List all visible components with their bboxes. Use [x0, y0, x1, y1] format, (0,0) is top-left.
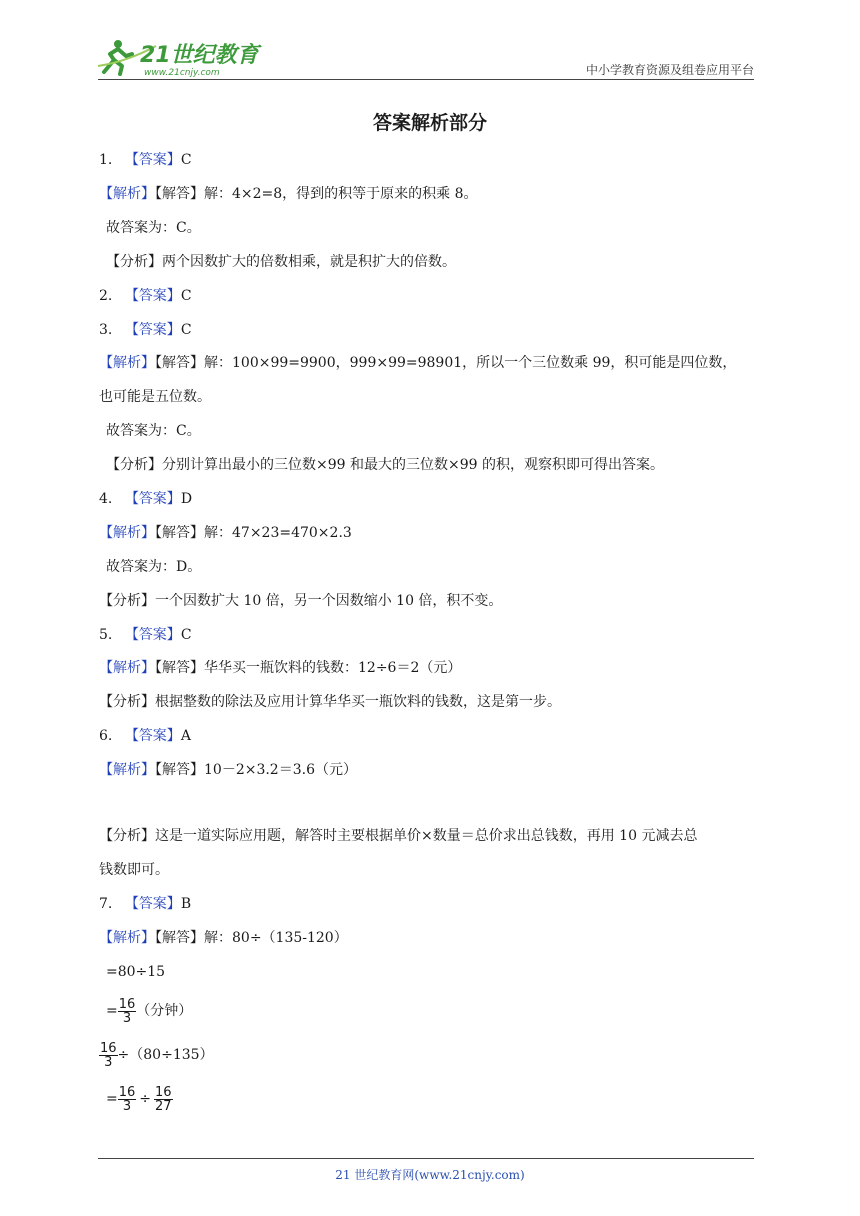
answer-tag: 【答案】: [124, 627, 181, 643]
question-number: 5.: [99, 627, 113, 643]
q7-step-3: [99, 1040, 214, 1070]
analysis-text: 【解答】解：100×99=9900，999×99=98901，所以一个三位数乘 99，积可能是四位数，: [155, 355, 737, 371]
analysis-text: 【解答】解：80÷（135-120）: [155, 930, 348, 946]
analysis-text: 【解答】解：47×23=470×2.3: [155, 525, 352, 541]
q3-analysis-continued: 也可能是五位数。: [99, 389, 211, 405]
footer-divider: [98, 1158, 754, 1159]
unit-text: （分钟）: [136, 1003, 193, 1019]
answer-tag: 【答案】: [124, 896, 181, 912]
question-number: 3.: [99, 322, 113, 338]
answer-value: D: [180, 491, 193, 507]
q1-explanation: 【分析】两个因数扩大的倍数相乘，就是积扩大的倍数。: [106, 254, 456, 270]
q5-analysis-line: [99, 658, 461, 678]
answer-value: C: [180, 627, 192, 643]
header-divider: [98, 79, 754, 80]
q6-explanation: 【分析】这是一道实际应用题，解答时主要根据单价×数量＝总价求出总钱数，再用 10 元减去总: [99, 828, 698, 844]
q4-explanation: 【分析】一个因数扩大 10 倍，另一个因数缩小 10 倍，积不变。: [99, 593, 503, 609]
q7-answer-line: [99, 894, 191, 914]
q6-answer-line: [99, 726, 191, 746]
analysis-tag: 【解析】: [99, 660, 155, 676]
analysis-text: 【解答】10－2×3.2＝3.6（元）: [155, 762, 357, 778]
q7-step-2: [106, 996, 192, 1026]
analysis-tag: 【解析】: [99, 355, 155, 371]
analysis-tag: 【解析】: [99, 930, 155, 946]
q1-answer-line: [99, 150, 192, 170]
analysis-tag: 【解析】: [99, 186, 155, 202]
answer-value: A: [180, 728, 191, 744]
question-number: 4.: [99, 491, 113, 507]
answer-tag: 【答案】: [124, 491, 181, 507]
q6-explanation-continued: 钱数即可。: [99, 862, 169, 878]
q7-analysis-line: [99, 928, 348, 948]
analysis-tag: 【解析】: [99, 762, 155, 778]
q5-explanation: 【分析】根据整数的除法及应用计算华华买一瓶饮料的钱数，这是第一步。: [99, 694, 561, 710]
analysis-text: 【解答】华华买一瓶饮料的钱数：12÷6＝2（元）: [155, 660, 462, 676]
fraction: $\frac{16}{3}$: [118, 1084, 136, 1114]
q7-step-4: [106, 1084, 173, 1114]
answer-tag: 【答案】: [124, 728, 181, 744]
question-number: 2.: [99, 288, 113, 304]
question-number: 7.: [99, 896, 113, 912]
fraction: $\frac{16}{3}$: [100, 1040, 117, 1070]
q1-conclusion: 故答案为：C。: [106, 220, 201, 236]
q2-answer-line: [99, 286, 192, 306]
equals-sign: =: [106, 1091, 118, 1107]
question-number: 1.: [99, 152, 113, 168]
question-number: 6.: [99, 728, 113, 744]
answer-value: B: [180, 896, 192, 912]
expression-text: ÷（80÷135）: [117, 1047, 214, 1063]
answer-value: C: [180, 288, 192, 304]
answer-value: C: [180, 322, 192, 338]
q7-step-1: =80÷15: [106, 964, 166, 980]
header-platform-name: 中小学教育资源及组卷应用平台: [585, 63, 754, 77]
divide-sign: ÷: [139, 1091, 152, 1107]
q1-analysis-line: [99, 184, 478, 204]
q3-conclusion: 故答案为：C。: [106, 423, 201, 439]
q6-analysis-line: [99, 760, 357, 780]
answer-tag: 【答案】: [124, 322, 181, 338]
analysis-text: 【解答】解：4×2=8，得到的积等于原来的积乘 8。: [155, 186, 478, 202]
fraction: $\frac{16}{3}$: [118, 996, 136, 1026]
q3-explanation: 【分析】分别计算出最小的三位数×99 和最大的三位数×99 的积，观察积即可得出答案。: [106, 457, 664, 473]
logo-text: 21世纪教育: [140, 43, 259, 68]
analysis-tag: 【解析】: [99, 525, 155, 541]
q4-analysis-line: [99, 523, 352, 543]
answer-tag: 【答案】: [124, 152, 181, 168]
site-logo: [96, 36, 266, 78]
answer-tag: 【答案】: [124, 288, 181, 304]
q4-answer-line: [99, 489, 192, 509]
q4-conclusion: 故答案为：D。: [106, 559, 202, 575]
fraction: $\frac{16}{27}$: [155, 1084, 172, 1114]
equals-sign: =: [106, 1003, 118, 1019]
q5-answer-line: [99, 625, 192, 645]
q3-answer-line: [99, 320, 192, 340]
page-title: 答案解析部分: [372, 112, 487, 134]
answer-value: C: [180, 152, 192, 168]
q3-analysis-line: [99, 353, 736, 373]
logo-url: www.21cnjy.com: [144, 68, 220, 78]
footer-text: 21 世纪教育网(www.21cnjy.com): [335, 1168, 525, 1182]
